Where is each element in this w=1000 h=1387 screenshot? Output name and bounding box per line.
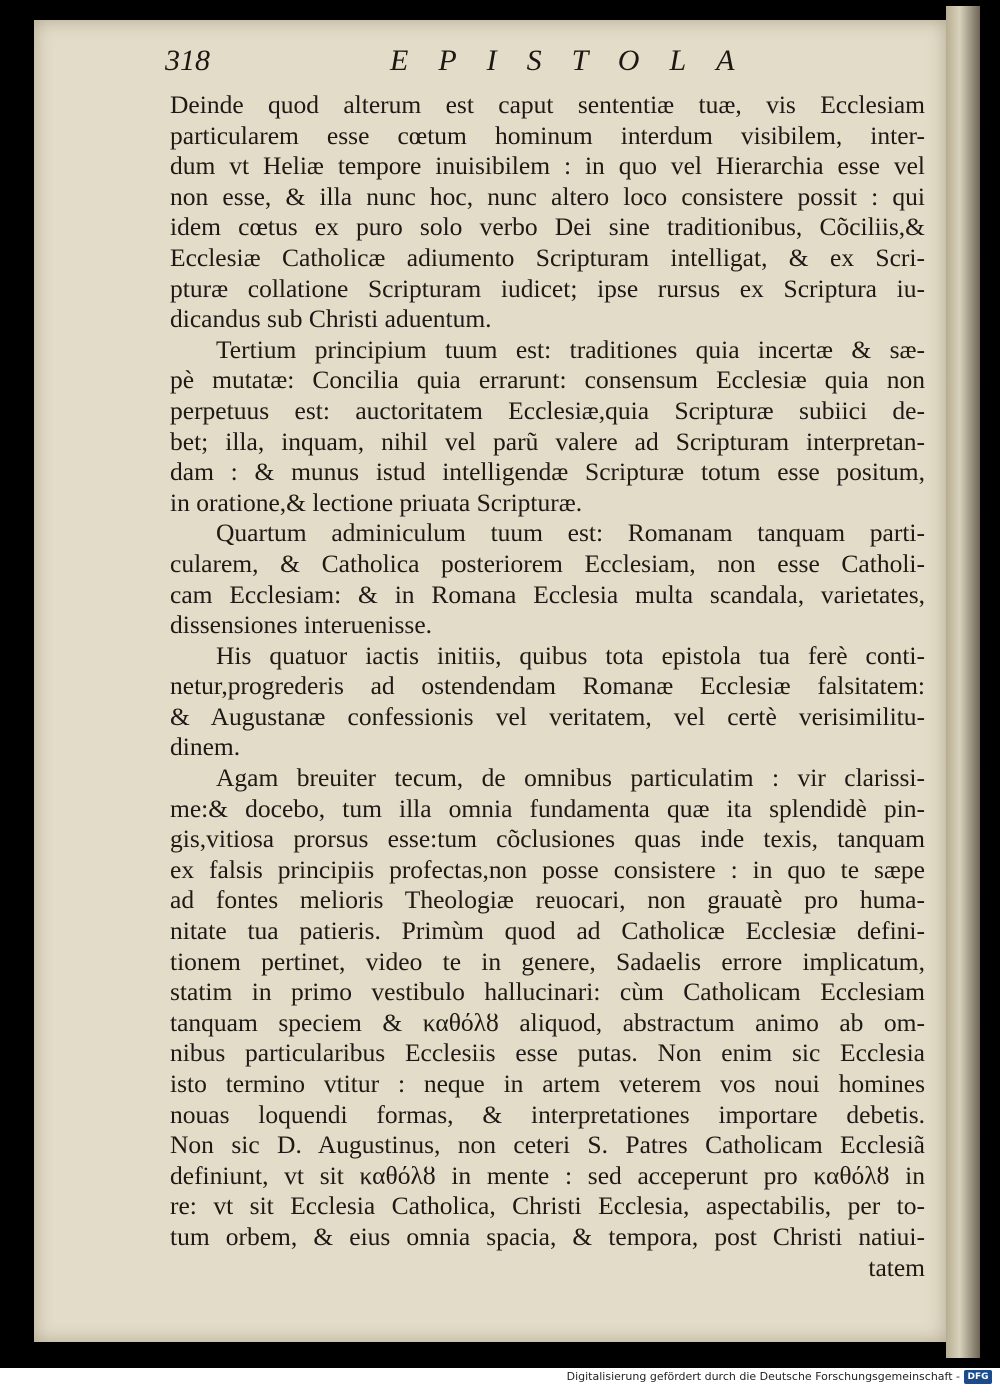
text-line: dissensiones interuenisse. (170, 610, 433, 640)
funding-notice: Digitalisierung gefördert durch die Deutsche Forschungsgemeinschaft - (566, 1370, 960, 1383)
text-line: Ecclesiæ Catholicæ adiumento Scripturam intelligat, & ex Scri- (170, 242, 925, 272)
text-line: & Augustanæ confessionis vel veritatem, vel certè verisimilitu- (170, 701, 925, 731)
text-line: re: vt sit Ecclesia Catholica, Christi Ecclesia, aspectabilis, per to- (170, 1191, 925, 1221)
text-line: cularem, & Catholica posteriorem Ecclesiam, non esse Catholi- (170, 548, 925, 578)
text-line: dinem. (170, 732, 241, 762)
text-line: nitate tua patieris. Primùm quod ad Catholicæ Ecclesiæ defini- (170, 916, 925, 946)
text-line: Non sic D. Augustinus, non ceteri S. Patres Catholicam Ecclesiã (170, 1130, 925, 1160)
text-line: statim in primo vestibulo hallucinari: cùm Catholicam Ecclesiam (170, 977, 925, 1007)
text-line: definiunt, vt sit καθόλȣ in mente : sed acceperunt pro καθόλȣ in (170, 1160, 925, 1190)
text-line: ex falsis principiis profectas,non posse consistere : in quo te sæpe (170, 854, 925, 884)
catchword: tatem (868, 1252, 925, 1282)
text-line: bet; illa, inquam, nihil vel parũ valere ad Scripturam interpretan- (170, 426, 925, 456)
text-line: pturæ collatione Scripturam iudicet; ipse rursus ex Scriptura iu- (170, 273, 925, 303)
text-line: idem cœtus ex puro solo verbo Dei sine traditionibus, Cõciliis,& (170, 212, 925, 242)
page-number: 318 (165, 44, 210, 77)
text-line: Deinde quod alterum est caput sententiæ tuæ, vis Ecclesiam (170, 90, 925, 119)
text-line: isto termino vtitur : neque in artem veterem vos noui homines (170, 1069, 925, 1098)
text-line: Agam breuiter tecum, de omnibus particulatim : vir clarissi- (216, 763, 925, 793)
text-line: cam Ecclesiam: & in Romana Ecclesia multa scandala, varietates, (170, 579, 925, 609)
text-line: His quatuor iactis initiis, quibus tota epistola tua ferè conti- (216, 640, 925, 670)
page-edge (946, 6, 980, 1358)
text-line: perpetuus est: auctoritatem Ecclesiæ,quia Scripturæ subiici de- (170, 395, 925, 425)
text-line: gis,vitiosa prorsus esse:tum cõclusiones quas inde texis, tanquam (170, 824, 925, 854)
text-line: non esse, & illa nunc hoc, nunc altero loco consistere possit : qui (170, 181, 925, 211)
text-line: tum orbem, & eius omnia spacia, & tempora, post Christi natiui- (170, 1221, 925, 1251)
text-line: Tertium principium tuum est: traditiones quia incertæ & sæ- (216, 334, 925, 364)
text-line: dum vt Heliæ tempore inuisibilem : in quo vel Hierarchia esse vel (170, 151, 925, 181)
text-line: pè mutatæ: Concilia quia errarunt: consensum Ecclesiæ quia non (170, 365, 925, 395)
text-line: tanquam speciem & καθόλȣ aliquod, abstractum animo ab om- (170, 1007, 925, 1037)
text-line: netur,progrederis ad ostendendam Romanæ Ecclesiæ falsitatem: (170, 671, 925, 701)
text-line: ad fontes melioris Theologiæ reuocari, non grauatè pro huma- (170, 885, 925, 915)
page-header (165, 44, 925, 84)
text-line: dicandus sub Christi aduentum. (170, 304, 492, 334)
text-line: Quartum adminiculum tuum est: Romanam tanquam parti- (216, 518, 925, 548)
body-text (170, 90, 925, 1283)
text-line: me:& docebo, tum illa omnia fundamenta quæ ita splendidè pin- (170, 793, 925, 823)
text-line: in oratione,& lectione priuata Scripturæ. (170, 487, 583, 517)
footer (0, 1368, 1000, 1387)
text-line: nouas loquendi formas, & interpretationes importare debetis. (170, 1099, 925, 1129)
text-line: dam : & munus istud intelligendæ Scripturæ totum esse positum, (170, 457, 925, 487)
text-line: particularem esse cœtum hominum interdum visibilem, inter- (170, 120, 925, 150)
dfg-logo: DFG (964, 1370, 992, 1384)
running-title: EPISTOLA (390, 44, 765, 77)
text-line: nibus particularibus Ecclesiis esse putas. Non enim sic Ecclesia (170, 1038, 925, 1068)
text-line: tionem pertinet, video te in genere, Sadaelis errore implicatum, (170, 946, 925, 976)
